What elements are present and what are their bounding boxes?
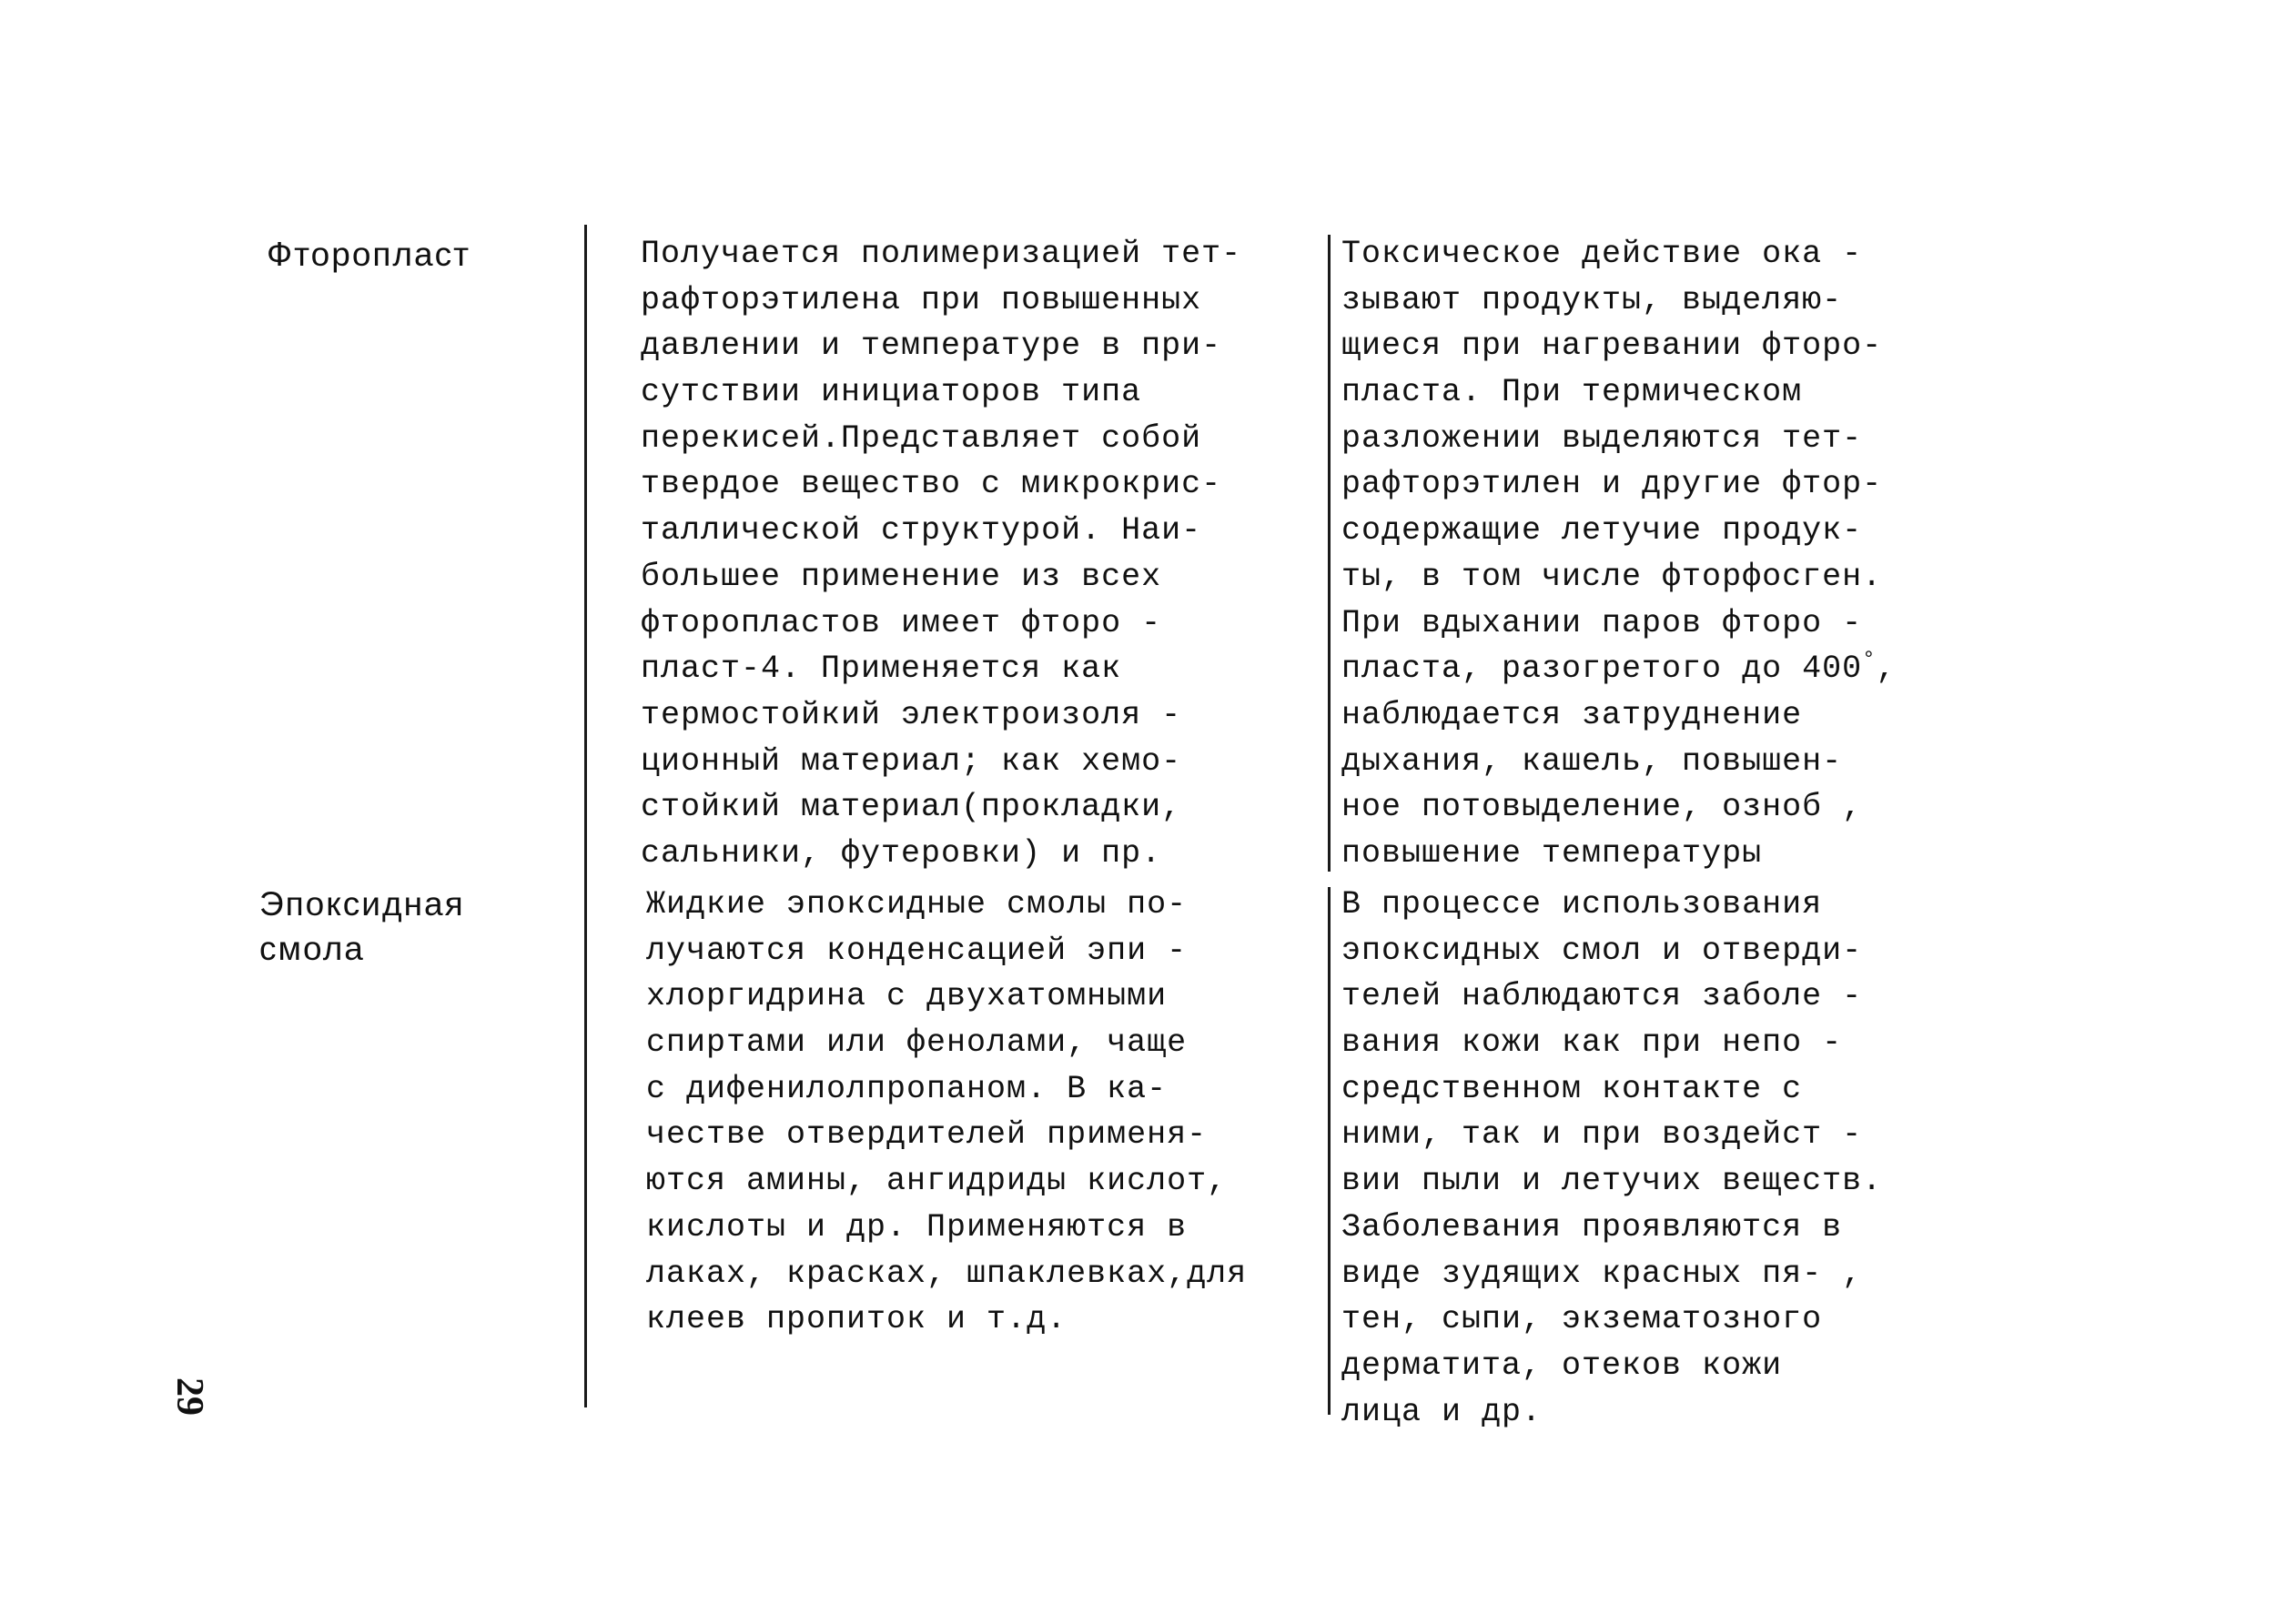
material-name-ftoroplast <box>267 232 471 277</box>
text-line: ты, в том числе фторфосген. <box>1341 558 1883 595</box>
text-line: с дифенилолпропаном. В ка- <box>646 1070 1168 1107</box>
degree-sign: ° <box>1862 648 1877 673</box>
text-line: повышение температуры <box>1341 834 1763 872</box>
text-line: телей наблюдаются заболе - <box>1341 978 1863 1015</box>
text-line: щиеся при нагревании фторо- <box>1341 328 1883 365</box>
text-line: пласт-4. Применяется как <box>641 651 1122 688</box>
text-line: вания кожи как при непо - <box>1341 1024 1843 1062</box>
column-divider-middle-upper <box>1328 235 1331 872</box>
material-name-line: Эпоксидная <box>259 885 465 923</box>
text-line: лучаются конденсацией эпи - <box>646 932 1188 969</box>
text-line: Заболевания проявляются в <box>1341 1208 1843 1246</box>
degree-suffix: °, <box>1862 648 1897 688</box>
text-line: сутствии инициаторов типа <box>641 374 1142 411</box>
text-line: ются амины, ангидриды кислот, <box>646 1163 1228 1200</box>
text-line: твердое вещество с микрокрис- <box>641 466 1222 503</box>
text-line: Токсическое действие ока - <box>1341 236 1863 272</box>
description-epoxy <box>646 882 1247 1343</box>
text-line: Получается полимеризацией тет- <box>641 236 1242 272</box>
text-line: виде зудящих красных пя- , <box>1341 1255 1863 1292</box>
text-line: клеев пропиток и т.д. <box>646 1301 1068 1338</box>
text-line: лаках, красках, шпаклевках,для <box>646 1255 1248 1292</box>
text-line: вии пыли и летучих веществ. <box>1341 1163 1883 1200</box>
text-line: стойкий материал(прокладки, <box>641 789 1182 826</box>
hazard-epoxy <box>1341 882 1882 1435</box>
text-line: давлении и температуре в при- <box>641 328 1222 365</box>
text-line: лица и др. <box>1341 1393 1543 1430</box>
description-ftoroplast <box>641 231 1241 877</box>
text-fragment: пласта, разогретого до 400 <box>1341 651 1863 688</box>
material-name-epoxy <box>259 882 465 971</box>
text-line: пласта. При термическом <box>1341 374 1803 411</box>
material-name-line: Фторопласт <box>267 236 471 273</box>
text-line: наблюдается затруднение <box>1341 696 1803 733</box>
text-line: ное потовыделение, озноб , <box>1341 789 1863 826</box>
text-line: содержащие летучие продук- <box>1341 512 1863 550</box>
text-line: рафторэтилен и другие фтор- <box>1341 466 1883 503</box>
material-name-line: смола <box>259 930 365 967</box>
text-line: ционный материал; как хемо- <box>641 742 1182 780</box>
text-line: сальники, футеровки) и пр. <box>641 834 1162 872</box>
text-line: честве отвердителей применя- <box>646 1116 1208 1154</box>
text-line: фторопластов имеет фторо - <box>641 604 1162 641</box>
hazard-ftoroplast <box>1341 231 1897 877</box>
text-line: тен, сыпи, экзематозного <box>1341 1301 1823 1338</box>
text-line: термостойкий электроизоля - <box>641 696 1182 733</box>
text-line: хлоргидрина с двухатомными <box>646 978 1168 1015</box>
column-divider-middle-lower <box>1328 887 1331 1415</box>
text-line: перекисей.Представляет собой <box>641 419 1202 457</box>
text-line: разложении выделяются тет- <box>1341 419 1863 457</box>
text-line: рафторэтилена при повышенных <box>641 281 1202 318</box>
text-line: таллической структурой. Наи- <box>641 512 1202 550</box>
text-line: дерматита, отеков кожи <box>1341 1347 1783 1384</box>
page-number: 29 <box>168 1377 210 1416</box>
text-line: спиртами или фенолами, чаще <box>646 1024 1188 1062</box>
text-line: дыхания, кашель, повышен- <box>1341 742 1843 780</box>
text-line: большее применение из всех <box>641 558 1162 595</box>
text-line: кислоты и др. Применяются в <box>646 1208 1188 1246</box>
column-divider-left <box>584 225 587 1407</box>
text-line: средственном контакте с <box>1341 1070 1803 1107</box>
text-line: Жидкие эпоксидные смолы по- <box>646 886 1188 923</box>
text-line-with-degree <box>1341 646 1897 692</box>
text-line: ними, так и при воздейст - <box>1341 1116 1863 1154</box>
text-line: эпоксидных смол и отверди- <box>1341 932 1863 969</box>
text-line: При вдыхании паров фторо - <box>1341 604 1863 641</box>
text-line: В процессе использования <box>1341 886 1823 923</box>
text-line: зывают продукты, выделяю- <box>1341 281 1843 318</box>
